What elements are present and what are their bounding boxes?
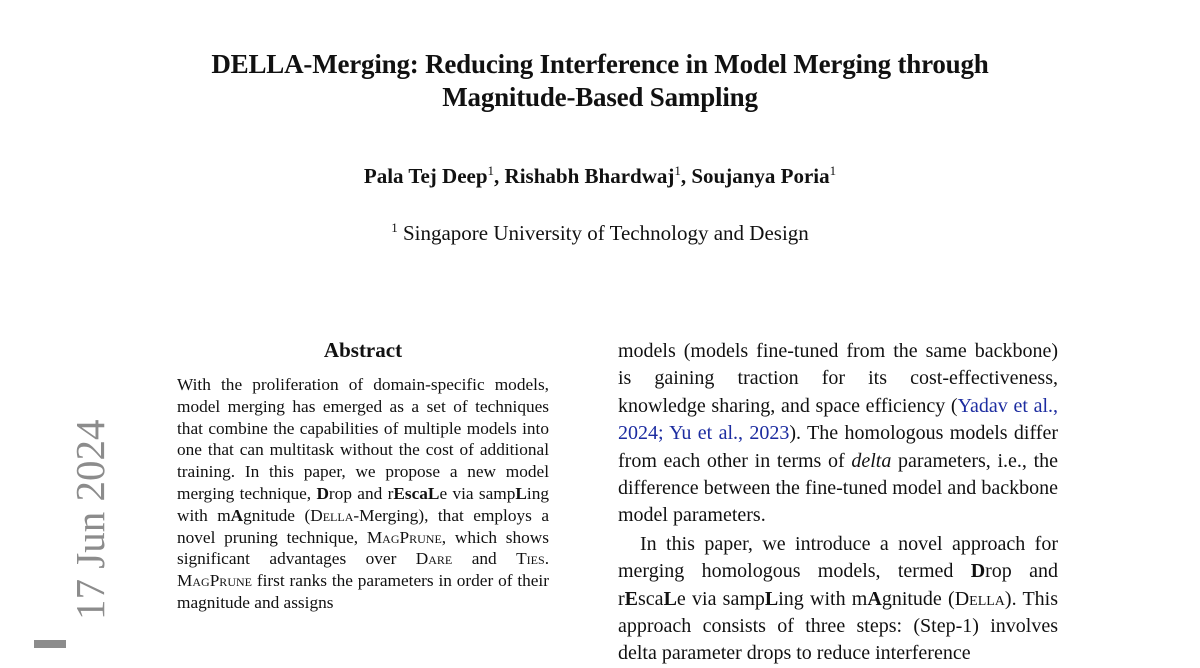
author-name: Soujanya Poria xyxy=(691,164,830,188)
affil-mark: 1 xyxy=(829,163,837,178)
title-line-1: DELLA-Merging: Reducing Interference in Model Merging through xyxy=(211,49,989,79)
affil-mark: 1 xyxy=(487,163,495,178)
body-paragraph-2: In this paper, we introduce a novel approach for merging homologous models, termed Drop and rEscaLe via sampLing with mAgnitude (Della). This approach consists of three steps: (Step-1) involves delta parameter drops to reduce interference xyxy=(618,532,1059,665)
arxiv-stamp-fragment xyxy=(34,640,66,648)
author-name: Rishabh Bhardwaj xyxy=(504,164,675,188)
author-list: Pala Tej Deep$^1$, Rishabh Bhardwaj$^1$, Soujanya Poria$^1$ xyxy=(363,163,837,188)
abstract-heading: Abstract xyxy=(323,338,403,362)
arxiv-date-stamp: 17 Jun 2024 xyxy=(67,419,113,620)
affiliation xyxy=(0,219,1200,247)
title-line-2: Magnitude-Based Sampling xyxy=(442,82,758,112)
author-name: Pala Tej Deep xyxy=(363,164,488,188)
affil-mark: 1 xyxy=(391,220,398,235)
paper-title xyxy=(150,48,1050,114)
citation-link[interactable]: Yadav et al., 2024; Yu et al., 2023 xyxy=(618,394,1059,445)
abstract-text: With the proliferation of domain-specific models, model merging has emerged as a set of techniques that combine the capabilities of multiple models into one that can multitask without the cost of additional training. In this paper, we propose a new model merging technique, Drop and rEscaLe via sampLing with mAgnitude (Della-Merging), that employs a novel pruning technique, MagPrune, which shows significant advantages over Dare and Ties. MagPrune first ranks the parameters in order of their magnitude and assigns xyxy=(177,375,550,612)
body-column-right xyxy=(618,338,1058,668)
body-paragraph-1: models (models fine-tuned from the same backbone) is gaining traction for its cost-effectiveness, knowledge sharing, and space efficiency (Yadav et al., 2024; Yu et al., 2023). The homologous models differ from each other in terms of delta parameters, i.e., the difference between the fine-tuned model and backbone model parameters. xyxy=(618,340,1059,527)
affil-mark: 1 xyxy=(674,163,681,178)
affiliation-name: Singapore University of Technology and Design xyxy=(402,221,809,245)
